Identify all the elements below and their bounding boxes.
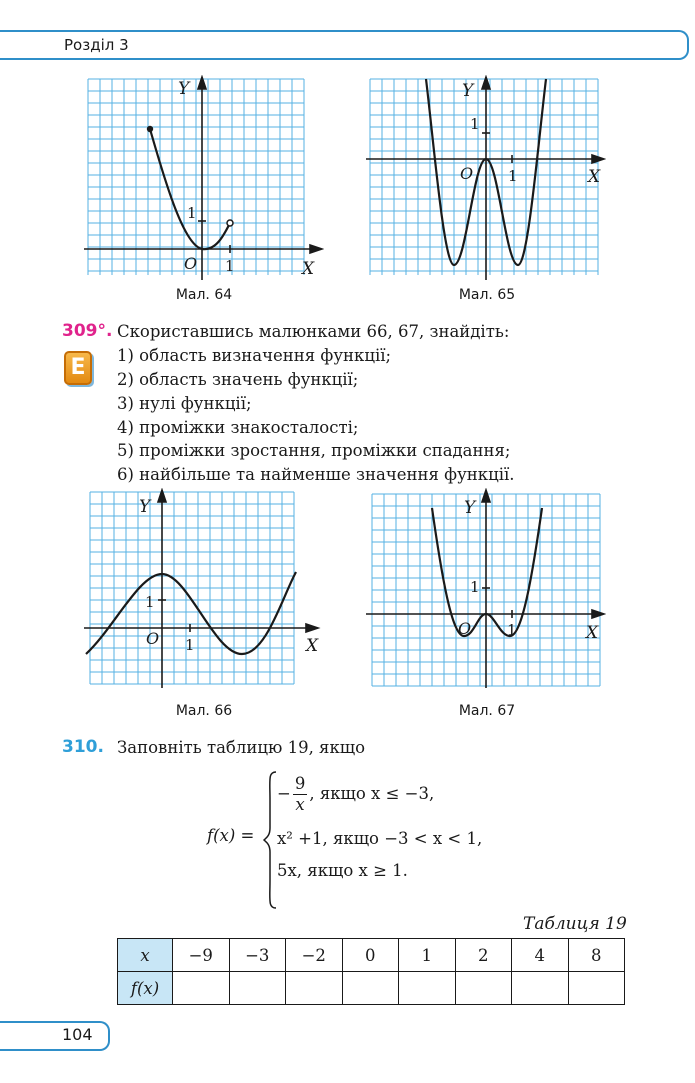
page-number-box [0,1021,110,1051]
axes [84,490,318,688]
table-cell-fx-empty[interactable] [286,972,343,1005]
task-309-item: 6) найбільше та найменше значення функції. [117,465,515,484]
task-309-item: 4) проміжки знакосталості; [117,418,359,437]
x-axis-label: X [588,167,601,187]
caption-mal-65: Мал. 65 [458,287,516,303]
task-309-item: 1) область визначення функції; [117,346,392,365]
table-cell-x: 8 [568,939,625,972]
unit-x-label: 1 [185,636,195,654]
formula-case-3: 5x, якщо x ≥ 1. [277,861,408,880]
table-caption: Таблиця 19 [523,914,627,934]
page-number: 104 [62,1025,93,1044]
table-cell-x: 0 [342,939,399,972]
x-axis-label: X [586,623,599,643]
unit-x-label: 1 [507,621,517,639]
task-310-intro: Заповніть таблицю 19, якщо [117,738,366,757]
table-cell-x: 1 [399,939,456,972]
task-309-intro: Скориставшись малюнками 66, 67, знайдіть: [117,322,510,341]
table-cell-x: −2 [286,939,343,972]
section-title: Розділ 3 [64,36,129,54]
unit-y-label: 1 [470,115,480,133]
origin-label: O [184,254,198,273]
caption-mal-67: Мал. 67 [458,703,516,719]
formula-brace [262,770,278,910]
unit-x-label: 1 [508,167,518,185]
table-cell-fx-empty[interactable] [173,972,230,1005]
table-row-x [118,939,625,972]
open-endpoint [227,220,233,226]
formula-case-2: x² +1, якщо −3 < x < 1, [277,829,483,848]
task-309-item: 2) область значень функції; [117,370,359,389]
task-number-310: 310. [62,737,104,757]
table-cell-fx-empty[interactable] [455,972,512,1005]
origin-label: O [146,629,160,648]
grid [90,492,294,684]
task-309-item: 5) проміжки зростання, проміжки спадання; [117,441,511,460]
task-309-item: 3) нулі функції; [117,394,252,413]
origin-label: O [460,164,474,183]
axes [366,490,604,688]
caption-mal-66: Мал. 66 [175,703,233,719]
badge-e: E [64,351,92,385]
task-number-309: 309°. [62,321,113,341]
grid [370,79,598,275]
function-curve [150,129,230,249]
formula-case-1: − $\frac{9}{x}$ , якщо x ≤ −3, [277,774,435,814]
table-row-fx [118,972,625,1005]
table-cell-x: 4 [512,939,569,972]
table-cell-fx-empty[interactable] [568,972,625,1005]
table-cell-fx-empty[interactable] [399,972,456,1005]
unit-x-label: 1 [225,257,235,275]
table-header-fx: f(x) [118,972,173,1005]
table-cell-x: 2 [455,939,512,972]
table-header-x: x [118,939,173,972]
y-axis-label: Y [464,498,476,518]
unit-y-label: 1 [187,204,197,222]
caption-mal-64: Мал. 64 [175,287,233,303]
unit-y-label: 1 [145,593,155,611]
graph-mal-65 [366,75,606,280]
table-cell-x: −3 [229,939,286,972]
graph-mal-67 [366,488,606,688]
formula-lhs: f(x) = [207,826,255,845]
values-table [117,938,625,1005]
unit-y-label: 1 [470,578,480,596]
x-axis-label: X [302,259,315,279]
closed-endpoint [147,126,153,132]
y-axis-label: Y [178,79,190,99]
y-axis-label: Y [462,81,474,101]
origin-label: O [458,619,472,638]
y-axis-label: Y [139,497,151,517]
table-cell-x: −9 [173,939,230,972]
table-cell-fx-empty[interactable] [512,972,569,1005]
axes [366,77,604,280]
graph-mal-64 [84,75,324,280]
table-cell-fx-empty[interactable] [229,972,286,1005]
graph-mal-66 [84,488,324,688]
function-curve [432,508,542,636]
table-cell-fx-empty[interactable] [342,972,399,1005]
x-axis-label: X [306,636,319,656]
